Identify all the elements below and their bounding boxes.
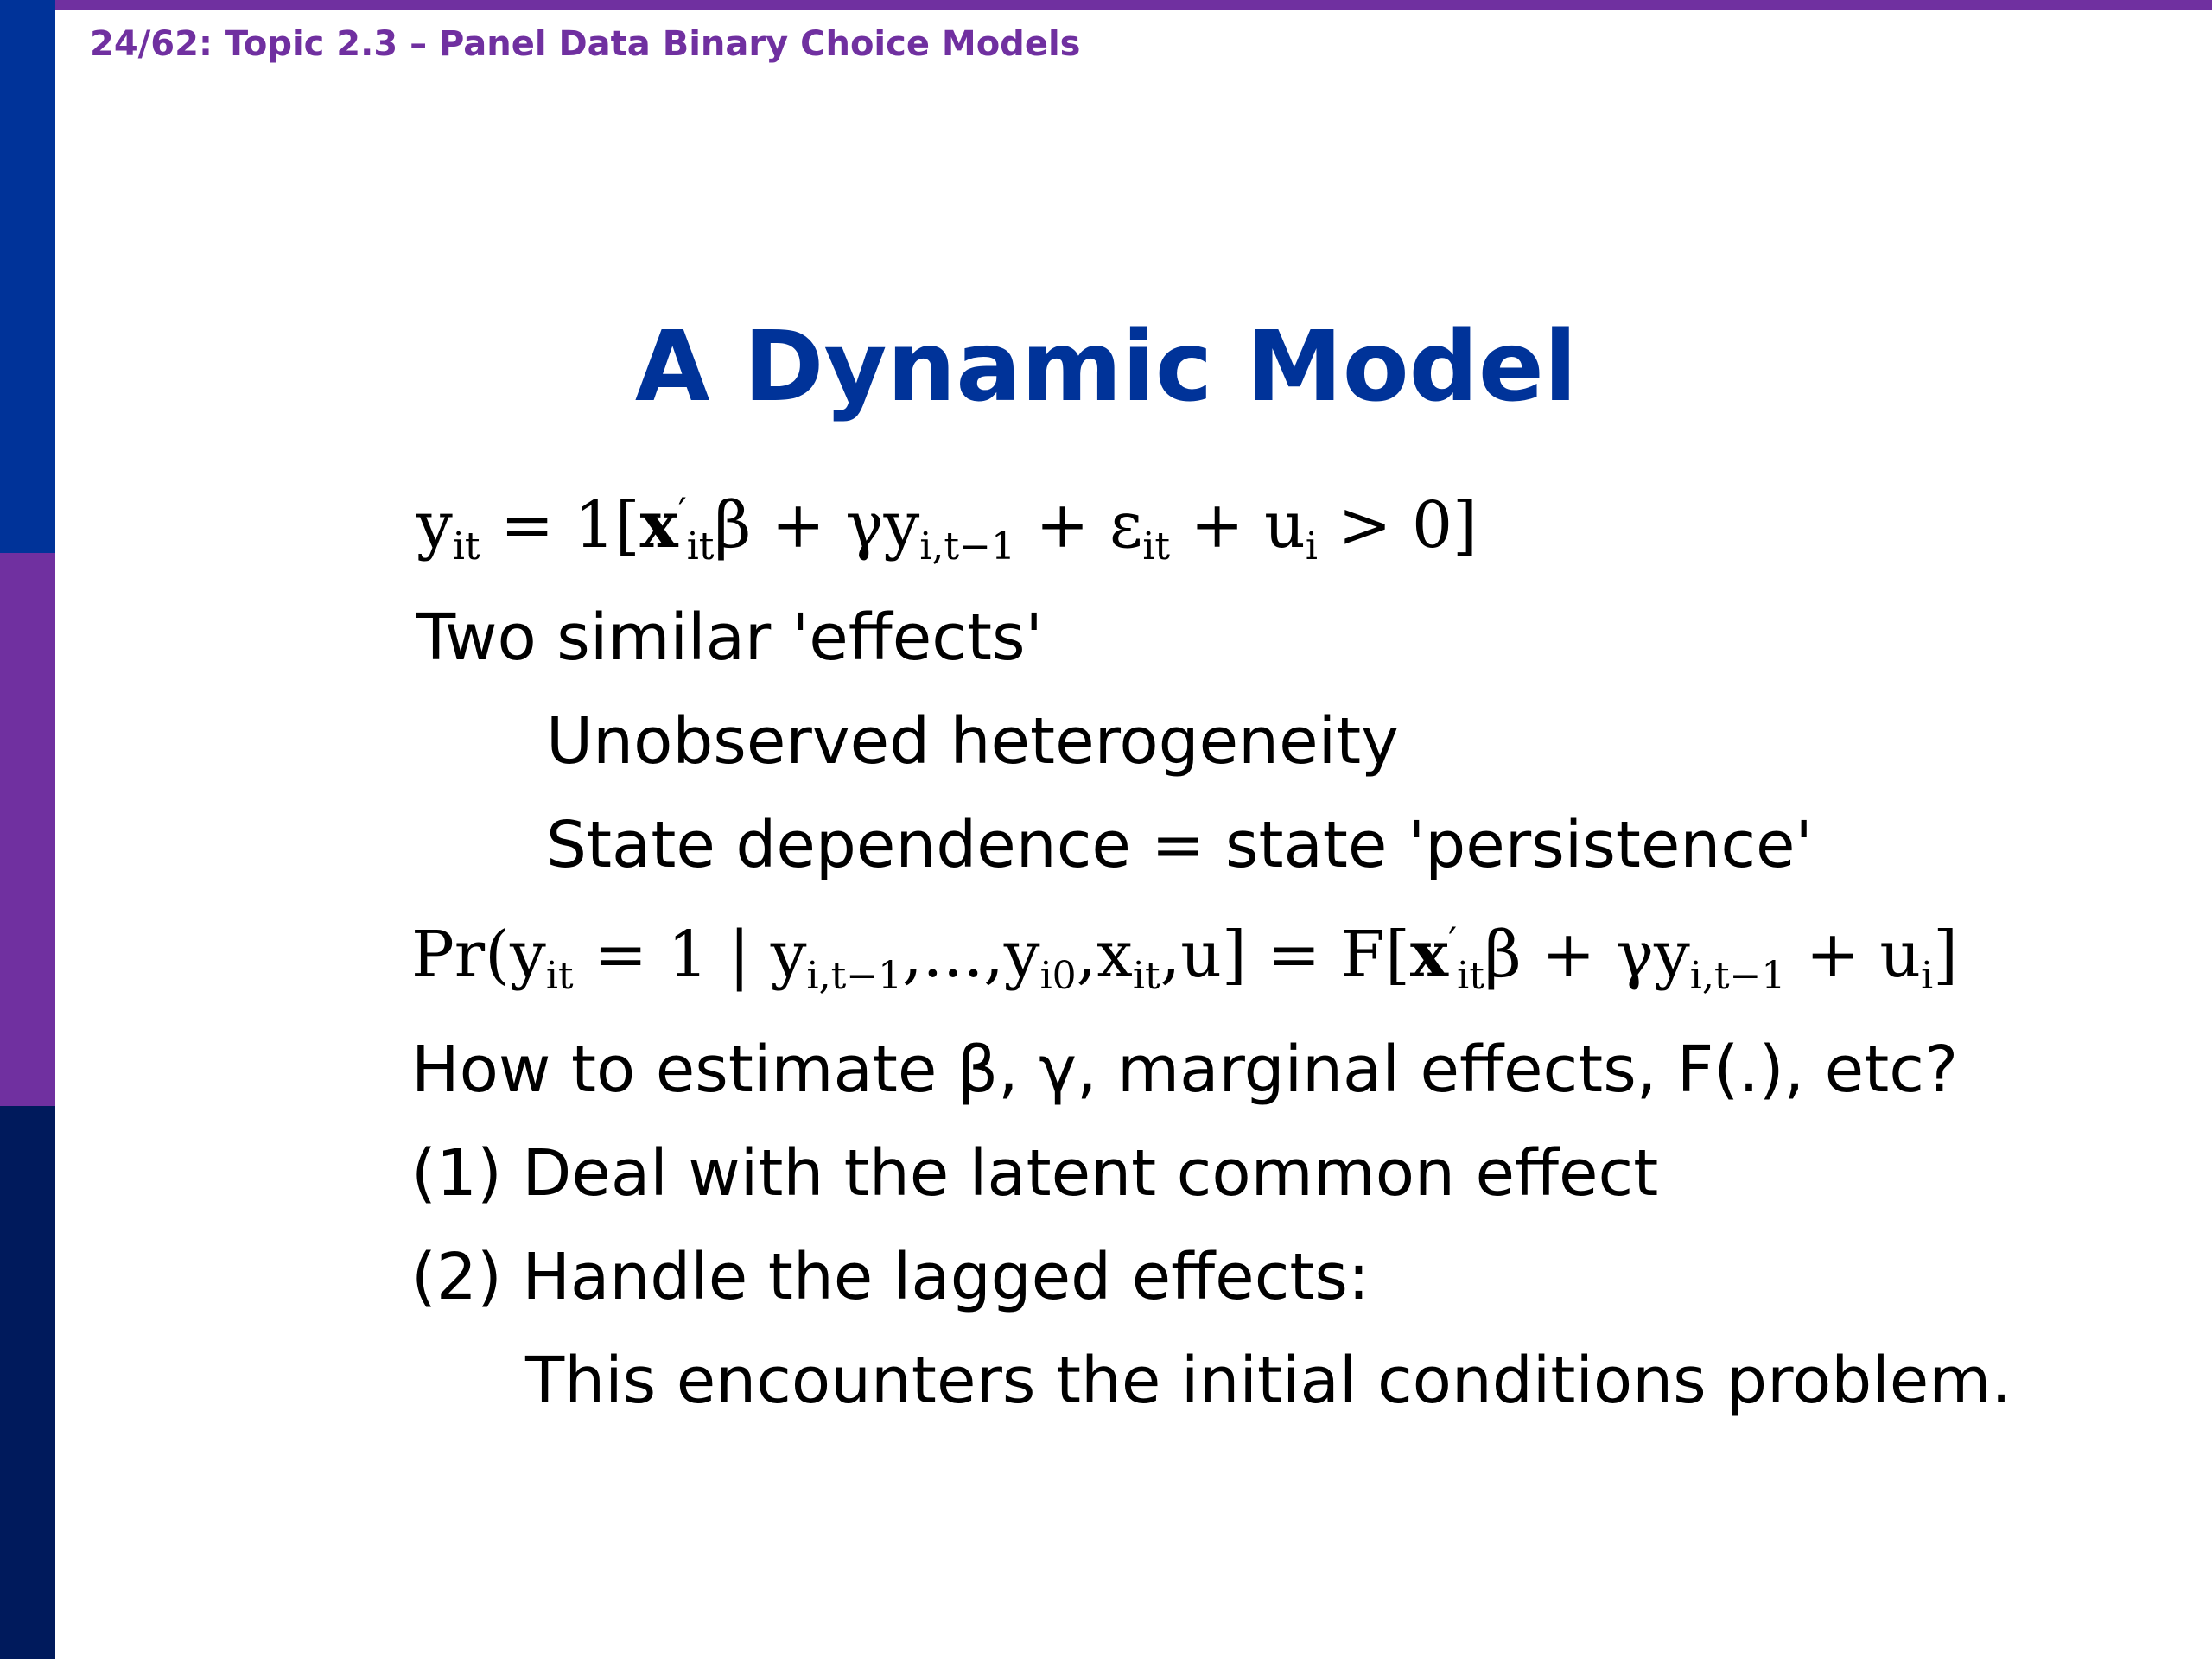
text-unobserved-heterogeneity: Unobserved heterogeneity: [546, 704, 1399, 779]
text-state-dependence: State dependence = state 'persistence': [546, 808, 1813, 882]
sidebar-segment-navy: [0, 1106, 55, 1659]
equation-latent-model: $y_{it} = 1[x'_{it}\beta + \gamma y_{i,t-1} + \varepsilon_{it} + u_i > 0]$: [416, 488, 1478, 569]
sidebar-segment-blue: [0, 0, 55, 553]
top-accent-bar: [0, 0, 2212, 10]
text-deal-latent-effect: (1) Deal with the latent common effect: [411, 1136, 1659, 1211]
slide-header: 24/62: Topic 2.3 – Panel Data Binary Choice Models: [90, 24, 1081, 64]
slide-title: A Dynamic Model: [634, 311, 1578, 423]
text-handle-lagged-effects: (2) Handle the lagged effects:: [411, 1240, 1370, 1314]
text-how-to-estimate: How to estimate β, γ, marginal effects, F(.), etc?: [411, 1033, 1959, 1107]
text-initial-conditions: This encounters the initial conditions problem.: [525, 1344, 2012, 1418]
sidebar-segment-purple: [0, 553, 55, 1106]
equation-probability: $Pr(y_{it} = 1$ | $y_{i,t-1},...,y_{i0},x_{it},u] = F[x'_{it}\beta + \gamma y_{i,t-1} + u_i]$: [411, 918, 1959, 998]
text-two-effects: Two similar 'effects': [416, 601, 1043, 675]
